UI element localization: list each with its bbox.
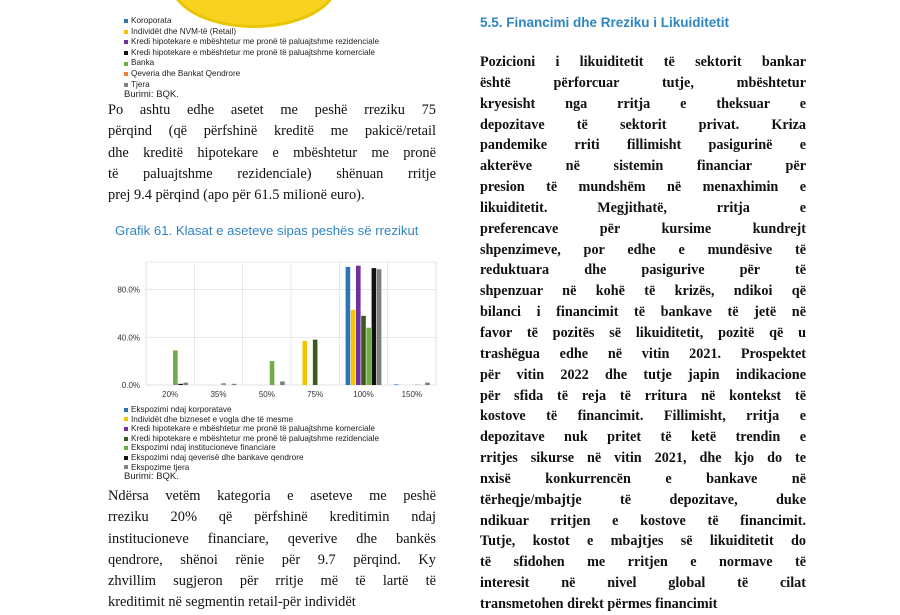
x-tick-label: 50% <box>259 390 275 399</box>
legend-label: Ekspozimi ndaj institucioneve financiare <box>131 443 276 453</box>
bottom-legend-item <box>124 434 434 444</box>
bar <box>313 340 318 385</box>
legend-swatch <box>124 40 128 44</box>
left-paragraph-1-line: dhe kreditë hipotekare e mbështetur me pronë <box>108 143 436 164</box>
left-paragraph-1-line: të paluajtshme rezidenciale) shënuan rritje <box>108 164 436 185</box>
top-legend-item <box>124 27 434 38</box>
legend-label: Ekspozimi ndaj korporatave <box>131 405 232 415</box>
right-paragraph-line: Pozicioni i likuiditetit të sektorit bankar <box>480 52 806 73</box>
legend-swatch <box>124 437 128 441</box>
bottom-legend-item <box>124 405 434 415</box>
left-paragraph-1-line: Po ashtu edhe asetet me peshë rreziku 75 <box>108 100 436 121</box>
bottom-legend-item <box>124 453 434 463</box>
left-paragraph-2 <box>108 486 436 614</box>
right-paragraph-line: bilanci i financimit të bankave të jetë në <box>480 302 806 323</box>
legend-label: Individët dhe bizneset e vogla dhe të mesme <box>131 415 293 425</box>
bottom-legend-item <box>124 415 434 425</box>
legend-label: Qeveria dhe Bankat Qendrore <box>131 69 240 80</box>
legend-swatch <box>124 427 128 431</box>
left-paragraph-2-line: qendrore, shënoi rënie për 9.7 përqind. Ky <box>108 550 436 571</box>
left-paragraph-2-line: zhvillim sugjeron për rritje më të lartë të <box>108 571 436 592</box>
right-paragraph-line: nxisë konkurrencën e bankave në <box>480 469 806 490</box>
top-legend-item <box>124 58 434 69</box>
bar <box>351 310 356 385</box>
right-paragraph-line: Tutje, kostot e mbajtjes së likuiditetit do <box>480 531 806 552</box>
bar <box>377 269 382 385</box>
right-paragraph-line: interesit në nivel global të cilat <box>480 573 806 594</box>
top-legend-item <box>124 37 434 48</box>
right-paragraph-line: ndikuar rritjen e kostove të financimit. <box>480 511 806 532</box>
bar <box>302 341 307 385</box>
top-source: Burimi: BQK. <box>124 90 434 101</box>
top-chart-legend <box>124 16 434 101</box>
right-paragraph-line: kostove të financimit. Fillimisht, rritja e <box>480 406 806 427</box>
right-paragraph-line: shpenzuar në kohë të krizës, ndikoi që <box>480 281 806 302</box>
bottom-legend-item <box>124 443 434 453</box>
bar <box>366 328 371 385</box>
right-paragraph-line: shpenzimeve, por edhe e mundësive të <box>480 240 806 261</box>
left-paragraph-1 <box>108 100 436 206</box>
top-legend-item <box>124 16 434 27</box>
legend-label: Individët dhe NVM-të (Retail) <box>131 27 236 38</box>
legend-label: Kredi hipotekare e mbështetur me pronë të paluajtshme rezidenciale <box>131 37 379 48</box>
right-paragraph-line: për vitin 2022 dhe tutje japin indikacione <box>480 365 806 386</box>
section-title: 5.5. Financimi dhe Rreziku i Likuiditetit <box>480 15 729 30</box>
legend-label: Kredi hipotekare e mbështetur me pronë të paluajtshme komerciale <box>131 48 375 59</box>
legend-swatch <box>124 19 128 23</box>
right-paragraph-line: presion të mundshëm në menaxhimin e <box>480 177 806 198</box>
bar <box>221 383 226 385</box>
left-paragraph-2-line: rreziku 20% që përfshinë kreditimin ndaj <box>108 507 436 528</box>
bar <box>356 266 361 385</box>
legend-swatch <box>124 83 128 87</box>
legend-swatch <box>124 456 128 460</box>
chart-title: Grafik 61. Klasat e aseteve sipas peshës së rrezikut <box>115 222 435 240</box>
left-paragraph-1-line: prej 9.4 përqind (apo për 61.5 milionë euro). <box>108 185 436 206</box>
x-tick-label: 75% <box>307 390 323 399</box>
legend-label: Kredi hipotekare e mbështetur me pronë të paluajtshme komerciale <box>131 424 375 434</box>
top-legend-item <box>124 69 434 80</box>
x-tick-label: 150% <box>402 390 422 399</box>
right-paragraph-line: rritjes sikurse në vitin 2021, dhe kjo do te <box>480 448 806 469</box>
right-paragraph-line: preferencave për kursime kundrejt <box>480 219 806 240</box>
legend-label: Koroporata <box>131 16 172 27</box>
right-paragraph-line: transmetohen direkt përmes financimit <box>480 594 806 615</box>
legend-swatch <box>124 446 128 450</box>
legend-label: Ekspozime tjera <box>131 463 189 473</box>
bar <box>183 383 188 385</box>
bar <box>232 384 237 385</box>
bottom-legend-item <box>124 424 434 434</box>
legend-label: Ekspozimi ndaj qeverisë dhe bankave qendrore <box>131 453 304 463</box>
y-tick-label: 40.0% <box>117 333 140 342</box>
right-paragraph-line: është përforcuar tutje, mbështetur <box>480 73 806 94</box>
y-tick-label: 80.0% <box>117 286 140 295</box>
right-paragraph-line: depozitave nuk pritet të ketë trendin e <box>480 427 806 448</box>
right-paragraph-line: reduktuara dhe pasigurive për të <box>480 260 806 281</box>
right-paragraph-line: trashëgua edhe në vitin 2021. Prospektet <box>480 344 806 365</box>
legend-swatch <box>124 30 128 34</box>
legend-swatch <box>124 62 128 66</box>
x-tick-label: 35% <box>210 390 226 399</box>
legend-label: Kredi hipotekare e mbështetur me pronë të paluajtshme rezidenciale <box>131 434 379 444</box>
bottom-source: Burimi: BQK. <box>124 472 434 482</box>
bar <box>280 381 285 385</box>
left-paragraph-1-line: përqind (që përfshinë kreditë me pakicë/retail <box>108 121 436 142</box>
legend-swatch <box>124 51 128 55</box>
x-tick-label: 20% <box>162 390 178 399</box>
right-paragraph-line: likuiditetit. Megjithatë, rritja e <box>480 198 806 219</box>
right-paragraph-line: për sfida të reja të rritura në kontekst të <box>480 386 806 407</box>
left-paragraph-2-line: Ndërsa vetëm kategoria e aseteve me peshë <box>108 486 436 507</box>
top-legend-item <box>124 48 434 59</box>
right-paragraph <box>480 52 806 615</box>
bar <box>394 384 399 385</box>
right-paragraph-line: depozitave të sektorit privat. Kriza <box>480 115 806 136</box>
bar <box>346 267 351 385</box>
right-paragraph-line: të sfidohen me rritjen e normave të <box>480 552 806 573</box>
bar <box>372 268 377 385</box>
left-paragraph-2-line: institucioneve financiare, qeverive dhe bankës <box>108 529 436 550</box>
right-paragraph-line: kryesisht nga rritja e theksuar e <box>480 94 806 115</box>
bar <box>270 361 275 385</box>
bar <box>425 383 430 385</box>
legend-swatch <box>124 465 128 469</box>
bottom-chart-legend <box>124 405 434 482</box>
x-tick-label: 100% <box>353 390 373 399</box>
legend-swatch <box>124 408 128 412</box>
right-paragraph-line: tërheqje/mbajtje të depozitave, duke <box>480 490 806 511</box>
right-paragraph-line: akterëve në sistemin financiar për <box>480 156 806 177</box>
legend-swatch <box>124 72 128 76</box>
bar <box>173 350 178 385</box>
right-paragraph-line: pandemike rriti fillimisht pasigurinë e <box>480 135 806 156</box>
legend-label: Tjera <box>131 80 150 91</box>
right-paragraph-line: favor të pozitës së likuiditetit, pozitë që u <box>480 323 806 344</box>
bar <box>178 384 183 385</box>
y-tick-label: 0.0% <box>122 381 140 390</box>
bar <box>361 316 366 385</box>
legend-label: Banka <box>131 58 154 69</box>
legend-swatch <box>124 417 128 421</box>
bar-chart <box>110 258 440 404</box>
left-paragraph-2-line: kreditimit në segmentin retail-për individët <box>108 592 436 613</box>
